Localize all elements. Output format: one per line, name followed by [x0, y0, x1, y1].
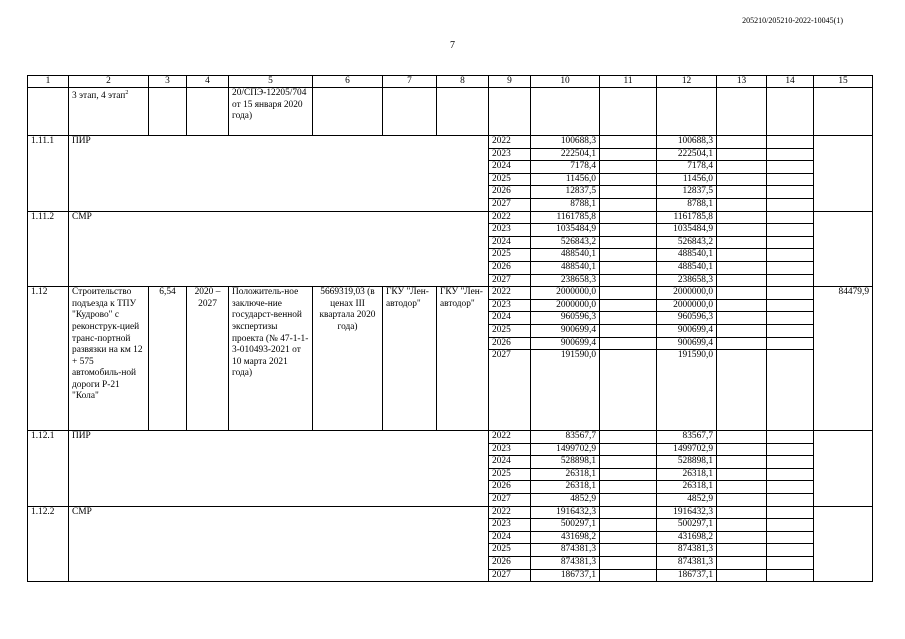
amount-cell: 500297,1 — [531, 519, 600, 532]
amount-cell: 191590,0 — [657, 350, 717, 431]
cell — [717, 531, 767, 544]
amount-cell: 8788,1 — [657, 198, 717, 211]
cost-type-label: СМР — [69, 506, 489, 582]
amount-cell: 238658,3 — [531, 274, 600, 287]
cell — [600, 519, 657, 532]
amount-cell: 26318,1 — [657, 481, 717, 494]
amount-cell: 1035484,9 — [531, 224, 600, 237]
column-header: 13 — [717, 76, 767, 88]
cell — [717, 557, 767, 570]
cell — [383, 88, 437, 136]
cell — [767, 224, 814, 237]
customer-cell: ГКУ "Лен-автодор" — [383, 287, 437, 431]
cell — [28, 88, 69, 136]
year-cell: 2025 — [489, 249, 531, 262]
cost-type-label: ПИР — [69, 136, 489, 212]
cell — [531, 88, 600, 136]
cell — [600, 312, 657, 325]
table-row — [28, 136, 873, 149]
cell — [600, 261, 657, 274]
document-number: 205210/205210-2022-10045(1) — [742, 16, 843, 25]
cell — [600, 494, 657, 507]
column-header: 3 — [149, 76, 187, 88]
cell — [717, 299, 767, 312]
column-header: 5 — [229, 76, 313, 88]
amount-cell: 900699,4 — [657, 324, 717, 337]
cell — [600, 299, 657, 312]
cell — [717, 186, 767, 199]
amount-cell: 900699,4 — [531, 337, 600, 350]
year-cell: 2023 — [489, 443, 531, 456]
cell — [814, 88, 873, 136]
amount-cell: 26318,1 — [531, 481, 600, 494]
amount-cell: 26318,1 — [657, 468, 717, 481]
object-name: Строительство подъезда к ТПУ "Кудрово" с реконструк-цией транс-портной развязки на км 12 + 575 автомобиль-ной дороги Р-21 "Кола" — [69, 287, 149, 431]
year-cell: 2022 — [489, 136, 531, 149]
year-cell: 2022 — [489, 506, 531, 519]
table-row — [28, 211, 873, 224]
cell — [767, 350, 814, 431]
cell — [767, 531, 814, 544]
column-header: 2 — [69, 76, 149, 88]
amount-cell: 222504,1 — [531, 148, 600, 161]
cell — [717, 173, 767, 186]
amount-cell: 2000000,0 — [657, 287, 717, 300]
cell — [717, 249, 767, 262]
amount-cell: 488540,1 — [531, 261, 600, 274]
cell — [767, 249, 814, 262]
column-header: 6 — [313, 76, 383, 88]
cell — [767, 544, 814, 557]
cell — [814, 136, 873, 212]
cell — [657, 88, 717, 136]
cell — [600, 468, 657, 481]
amount-cell: 7178,4 — [531, 161, 600, 174]
amount-cell: 2000000,0 — [657, 299, 717, 312]
amount-cell: 8788,1 — [531, 198, 600, 211]
amount-cell: 238658,3 — [657, 274, 717, 287]
cell — [717, 544, 767, 557]
amount-cell: 1916432,3 — [531, 506, 600, 519]
year-cell: 2023 — [489, 299, 531, 312]
stage-text: 3 этап, 4 этап — [72, 91, 126, 102]
year-cell: 2027 — [489, 274, 531, 287]
column-header: 14 — [767, 76, 814, 88]
amount-cell: 222504,1 — [657, 148, 717, 161]
amount-cell: 1916432,3 — [657, 506, 717, 519]
year-cell: 2027 — [489, 569, 531, 582]
length-cell: 6,54 — [149, 287, 187, 431]
year-cell: 2026 — [489, 557, 531, 570]
amount-cell: 488540,1 — [657, 249, 717, 262]
row-number: 1.12.1 — [28, 431, 69, 507]
cell — [600, 431, 657, 444]
amount-cell: 526843,2 — [657, 236, 717, 249]
estimated-cost-cell: 5669319,03 (в ценах III квартала 2020 года) — [313, 287, 383, 431]
year-cell: 2023 — [489, 148, 531, 161]
column-header: 10 — [531, 76, 600, 88]
cell — [717, 350, 767, 431]
investment-table — [27, 75, 873, 582]
amount-cell: 100688,3 — [531, 136, 600, 149]
cell — [767, 173, 814, 186]
cell — [600, 337, 657, 350]
cell — [767, 557, 814, 570]
total-cell: 84479,9 — [814, 287, 873, 431]
year-cell: 2024 — [489, 312, 531, 325]
amount-cell: 83567,7 — [657, 431, 717, 444]
footnote-mark: 2 — [125, 90, 129, 96]
amount-cell: 1161785,8 — [531, 211, 600, 224]
cell — [814, 211, 873, 287]
cell — [814, 431, 873, 507]
cell — [717, 198, 767, 211]
cell — [600, 136, 657, 149]
row-number: 1.11.2 — [28, 211, 69, 287]
year-cell: 2024 — [489, 236, 531, 249]
cell — [600, 569, 657, 582]
amount-cell: 874381,3 — [657, 544, 717, 557]
cell — [717, 88, 767, 136]
cell — [767, 468, 814, 481]
cell — [767, 481, 814, 494]
year-cell: 2025 — [489, 468, 531, 481]
amount-cell: 960596,3 — [657, 312, 717, 325]
cell — [767, 148, 814, 161]
cell — [767, 211, 814, 224]
cell — [149, 88, 187, 136]
cell — [717, 211, 767, 224]
cell — [600, 456, 657, 469]
amount-cell: 186737,1 — [657, 569, 717, 582]
cell — [717, 337, 767, 350]
cell — [600, 148, 657, 161]
year-cell: 2026 — [489, 481, 531, 494]
year-cell: 2022 — [489, 287, 531, 300]
cell — [600, 236, 657, 249]
amount-cell: 2000000,0 — [531, 299, 600, 312]
year-cell: 2022 — [489, 211, 531, 224]
cell — [600, 481, 657, 494]
cell — [767, 519, 814, 532]
cell — [767, 494, 814, 507]
cell — [600, 211, 657, 224]
amount-cell: 488540,1 — [657, 261, 717, 274]
year-cell: 2027 — [489, 350, 531, 431]
cell — [814, 506, 873, 582]
cell-approval-cont: 20/СПЭ-12205/704 от 15 января 2020 года) — [229, 88, 313, 136]
amount-cell: 191590,0 — [531, 350, 600, 431]
year-cell: 2023 — [489, 224, 531, 237]
amount-cell: 528898,1 — [531, 456, 600, 469]
amount-cell: 1499702,9 — [657, 443, 717, 456]
amount-cell: 83567,7 — [531, 431, 600, 444]
row-number: 1.12.2 — [28, 506, 69, 582]
amount-cell: 100688,3 — [657, 136, 717, 149]
amount-cell: 12837,5 — [657, 186, 717, 199]
amount-cell: 874381,3 — [657, 557, 717, 570]
cell — [767, 506, 814, 519]
cell — [767, 299, 814, 312]
cell — [767, 88, 814, 136]
header-row — [28, 76, 873, 88]
developer-cell: ГКУ "Лен-автодор" — [437, 287, 489, 431]
year-cell: 2024 — [489, 456, 531, 469]
approval-cell: Положитель-ное заключе-ние государст-венной экспертизы проекта (№ 47-1-1-3-010493-2021 от 10 марта 2021 года) — [229, 287, 313, 431]
page-number: 7 — [450, 40, 455, 51]
year-cell: 2026 — [489, 186, 531, 199]
amount-cell: 874381,3 — [531, 544, 600, 557]
cell — [717, 287, 767, 300]
cell — [717, 519, 767, 532]
amount-cell: 4852,9 — [531, 494, 600, 507]
column-header: 9 — [489, 76, 531, 88]
year-cell: 2025 — [489, 173, 531, 186]
year-cell: 2027 — [489, 198, 531, 211]
amount-cell: 431698,2 — [657, 531, 717, 544]
amount-cell: 1499702,9 — [531, 443, 600, 456]
cell — [717, 506, 767, 519]
year-cell: 2022 — [489, 431, 531, 444]
year-cell: 2024 — [489, 531, 531, 544]
cell — [600, 249, 657, 262]
amount-cell: 488540,1 — [531, 249, 600, 262]
amount-cell: 11456,0 — [531, 173, 600, 186]
year-cell: 2025 — [489, 324, 531, 337]
cell — [489, 88, 531, 136]
cell — [717, 481, 767, 494]
cell — [717, 312, 767, 325]
amount-cell: 1161785,8 — [657, 211, 717, 224]
cell — [717, 261, 767, 274]
amount-cell: 900699,4 — [657, 337, 717, 350]
cell — [600, 443, 657, 456]
amount-cell: 26318,1 — [531, 468, 600, 481]
year-cell: 2023 — [489, 519, 531, 532]
cell — [717, 468, 767, 481]
amount-cell: 528898,1 — [657, 456, 717, 469]
cell — [767, 337, 814, 350]
cell — [767, 261, 814, 274]
cell — [767, 186, 814, 199]
cell — [600, 198, 657, 211]
table-row — [28, 287, 873, 300]
year-cell: 2027 — [489, 494, 531, 507]
cell — [717, 431, 767, 444]
cell — [767, 274, 814, 287]
column-header: 12 — [657, 76, 717, 88]
column-header: 1 — [28, 76, 69, 88]
cell — [600, 186, 657, 199]
cell — [600, 224, 657, 237]
cell — [717, 148, 767, 161]
year-cell: 2026 — [489, 337, 531, 350]
amount-cell: 874381,3 — [531, 557, 600, 570]
cell — [767, 287, 814, 300]
cell — [187, 88, 229, 136]
cell — [717, 443, 767, 456]
amount-cell: 11456,0 — [657, 173, 717, 186]
cell — [767, 236, 814, 249]
amount-cell: 2000000,0 — [531, 287, 600, 300]
amount-cell: 12837,5 — [531, 186, 600, 199]
cost-type-label: ПИР — [69, 431, 489, 507]
cell — [600, 88, 657, 136]
cell — [313, 88, 383, 136]
column-header: 8 — [437, 76, 489, 88]
column-header: 7 — [383, 76, 437, 88]
amount-cell: 526843,2 — [531, 236, 600, 249]
cell — [767, 456, 814, 469]
amount-cell: 186737,1 — [531, 569, 600, 582]
cell-stage — [69, 88, 149, 136]
amount-cell: 900699,4 — [531, 324, 600, 337]
cell — [600, 274, 657, 287]
cell — [600, 531, 657, 544]
cell — [600, 350, 657, 431]
year-cell: 2024 — [489, 161, 531, 174]
cell — [717, 324, 767, 337]
cell — [717, 136, 767, 149]
continuation-row — [28, 88, 873, 136]
row-number: 1.12 — [28, 287, 69, 431]
cell — [600, 161, 657, 174]
cell — [717, 274, 767, 287]
amount-cell: 431698,2 — [531, 531, 600, 544]
cell — [600, 506, 657, 519]
cell — [767, 431, 814, 444]
table-row — [28, 506, 873, 519]
cell — [600, 557, 657, 570]
cell — [600, 324, 657, 337]
cell — [717, 494, 767, 507]
cell — [767, 136, 814, 149]
cell — [767, 443, 814, 456]
cell — [717, 569, 767, 582]
year-cell: 2025 — [489, 544, 531, 557]
cell — [600, 544, 657, 557]
amount-cell: 4852,9 — [657, 494, 717, 507]
cell — [717, 224, 767, 237]
period-cell: 2020 – 2027 — [187, 287, 229, 431]
cost-type-label: СМР — [69, 211, 489, 287]
year-cell: 2026 — [489, 261, 531, 274]
row-number: 1.11.1 — [28, 136, 69, 212]
cell — [600, 173, 657, 186]
amount-cell: 7178,4 — [657, 161, 717, 174]
cell — [717, 236, 767, 249]
column-header: 15 — [814, 76, 873, 88]
cell — [437, 88, 489, 136]
cell — [767, 161, 814, 174]
cell — [717, 456, 767, 469]
cell — [767, 324, 814, 337]
cell — [767, 569, 814, 582]
table-row — [28, 431, 873, 444]
column-header: 4 — [187, 76, 229, 88]
column-header: 11 — [600, 76, 657, 88]
amount-cell: 960596,3 — [531, 312, 600, 325]
cell — [767, 198, 814, 211]
amount-cell: 1035484,9 — [657, 224, 717, 237]
amount-cell: 500297,1 — [657, 519, 717, 532]
cell — [717, 161, 767, 174]
cell — [767, 312, 814, 325]
cell — [600, 287, 657, 300]
